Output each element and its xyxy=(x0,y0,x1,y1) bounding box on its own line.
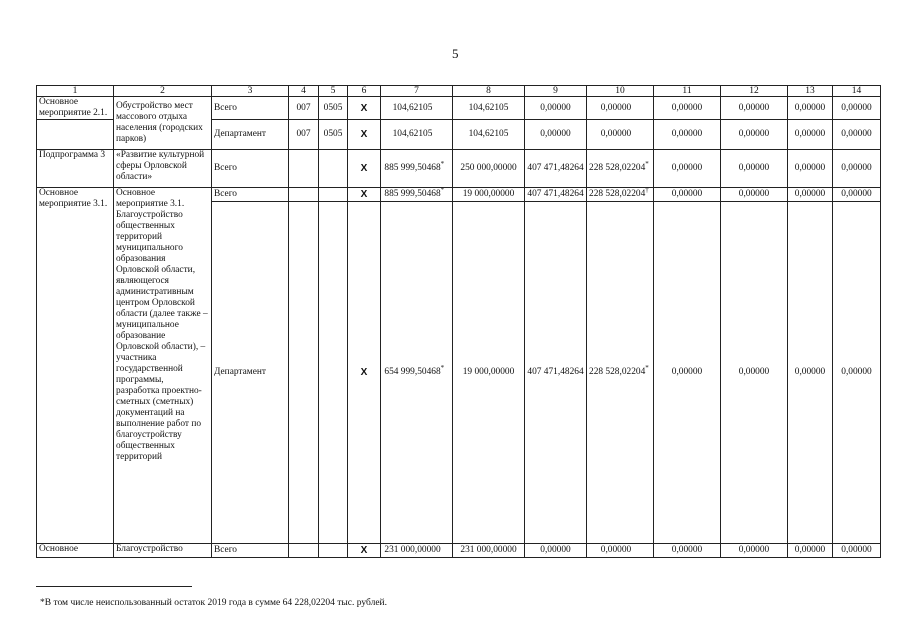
amount-cell xyxy=(587,150,654,188)
grbs-code-cell: 007 xyxy=(289,120,319,150)
description-cell: «Развитие культурной сферы Орловской области» xyxy=(114,150,212,188)
amount-cell: 0,00000 xyxy=(833,202,881,544)
header-cell: 13 xyxy=(788,86,833,97)
amount-cell: 0,00000 xyxy=(721,188,788,202)
header-cell: 14 xyxy=(833,86,881,97)
header-cell: 6 xyxy=(348,86,381,97)
section-code-cell xyxy=(319,188,348,202)
amount-value: 104,62105 xyxy=(392,129,433,139)
description-cell: Благоустройство xyxy=(114,544,212,558)
footnote-marker-symbol: * xyxy=(440,187,445,194)
amount-cell: 19 000,00000 xyxy=(453,188,525,202)
footnote-marker-symbol: † xyxy=(645,187,649,194)
amount-value: 885 999,50468 xyxy=(384,189,441,199)
footnote-marker-symbol: * xyxy=(645,363,649,372)
event-name-cell: Подпрограмма 3 xyxy=(37,150,114,188)
footnote-marker-symbol: * xyxy=(440,363,445,372)
amount-cell: 0,00000 xyxy=(788,120,833,150)
amount-cell xyxy=(587,544,654,558)
amount-cell: 250 000,00000 xyxy=(453,150,525,188)
table-row xyxy=(37,188,881,202)
amount-cell: 104,62105 xyxy=(453,97,525,120)
amount-cell: 0,00000 xyxy=(721,120,788,150)
event-name-cell: Основное мероприятие 2.1. xyxy=(37,97,114,120)
amount-value: 885 999,50468 xyxy=(384,163,441,173)
footnote-marker-symbol: * xyxy=(645,159,649,168)
amount-value: 0,00000 xyxy=(600,102,632,113)
amount-cell: 0,00000 xyxy=(654,544,721,558)
event-name-cell: Основное xyxy=(37,544,114,558)
grbs-code-cell xyxy=(289,150,319,188)
header-row xyxy=(37,86,881,97)
grbs-code-cell: 007 xyxy=(289,97,319,120)
amount-cell: 0,00000 xyxy=(788,544,833,558)
executor-cell: Всего xyxy=(212,544,289,558)
amount-value: 0,00000 xyxy=(600,545,632,555)
event-name-cell: Основное мероприятие 3.1. xyxy=(37,188,114,544)
target-article-cell: X xyxy=(348,202,381,544)
amount-cell: 0,00000 xyxy=(525,97,587,120)
amount-cell: 0,00000 xyxy=(833,150,881,188)
header-cell: 9 xyxy=(525,86,587,97)
amount-value: 228 528,02204 xyxy=(589,163,646,173)
amount-cell: 0,00000 xyxy=(721,97,788,120)
executor-cell: Департамент xyxy=(212,202,289,544)
amount-value: 104,62105 xyxy=(392,102,433,113)
target-article-cell: X xyxy=(348,544,381,558)
amount-value: 228 528,02204 xyxy=(589,189,646,199)
table-row xyxy=(37,97,881,120)
table-row xyxy=(37,150,881,188)
total-amount-cell xyxy=(381,544,453,558)
executor-cell: Всего xyxy=(212,97,289,120)
target-article-cell: X xyxy=(348,188,381,202)
amount-value: 231 000,00000 xyxy=(384,545,441,555)
section-code-cell xyxy=(319,544,348,558)
amount-cell xyxy=(587,202,654,544)
header-cell: 8 xyxy=(453,86,525,97)
budget-table xyxy=(36,85,881,558)
target-article-cell: X xyxy=(348,120,381,150)
footnote-marker xyxy=(645,189,653,200)
footnote-marker xyxy=(645,159,653,174)
amount-cell: 0,00000 xyxy=(654,202,721,544)
total-amount-cell xyxy=(381,150,453,188)
footnote-marker xyxy=(645,363,653,378)
grbs-code-cell xyxy=(289,544,319,558)
total-amount-cell xyxy=(381,120,453,150)
executor-cell: Всего xyxy=(212,188,289,202)
amount-value: 228 528,02204 xyxy=(589,367,646,377)
amount-cell: 0,00000 xyxy=(788,202,833,544)
amount-cell: 407 471,48264 xyxy=(525,188,587,202)
amount-cell xyxy=(587,120,654,150)
header-cell: 11 xyxy=(654,86,721,97)
section-code-cell xyxy=(319,150,348,188)
header-cell: 12 xyxy=(721,86,788,97)
total-amount-cell xyxy=(381,188,453,202)
total-amount-cell xyxy=(381,202,453,544)
footnote-marker xyxy=(440,363,449,378)
header-cell: 10 xyxy=(587,86,654,97)
amount-cell: 0,00000 xyxy=(721,150,788,188)
amount-cell: 0,00000 xyxy=(833,120,881,150)
header-cell: 1 xyxy=(37,86,114,97)
amount-cell: 0,00000 xyxy=(788,188,833,202)
section-code-cell: 0505 xyxy=(319,97,348,120)
amount-cell: 104,62105 xyxy=(453,120,525,150)
target-article-cell: X xyxy=(348,150,381,188)
amount-cell: 0,00000 xyxy=(654,150,721,188)
amount-value: 654 999,50468 xyxy=(384,367,441,377)
event-name-cell xyxy=(37,120,114,150)
section-code-cell: 0505 xyxy=(319,120,348,150)
amount-cell: 0,00000 xyxy=(721,202,788,544)
amount-cell: 0,00000 xyxy=(525,544,587,558)
header-cell: 2 xyxy=(114,86,212,97)
footnote: *В том числе неиспользованный остаток 2019 года в сумме 64 228,02204 тыс. рублей. xyxy=(40,598,387,608)
footnote-marker xyxy=(440,159,449,174)
footnote-marker xyxy=(441,189,449,200)
header-cell: 3 xyxy=(212,86,289,97)
amount-cell: 407 471,48264 xyxy=(525,150,587,188)
amount-cell xyxy=(587,188,654,202)
amount-cell: 0,00000 xyxy=(833,544,881,558)
amount-cell xyxy=(587,97,654,120)
amount-cell: 19 000,00000 xyxy=(453,202,525,544)
executor-cell: Всего xyxy=(212,150,289,188)
section-code-cell xyxy=(319,202,348,544)
description-cell: Основное мероприятие 3.1. Благоустройство общественных территорий муниципального образования Орловской области, являющегося административным центром Орловской области (далее также – муниципальное образование Орловской области), – участника государственной программы, разработка проектно-сметных (сметных) документаций на выполнение работ по благоустройству общественных территорий xyxy=(114,188,212,544)
total-amount-cell xyxy=(381,97,453,120)
amount-cell: 0,00000 xyxy=(721,544,788,558)
table-row xyxy=(37,544,881,558)
amount-cell: 0,00000 xyxy=(788,97,833,120)
footnote-divider xyxy=(36,586,192,587)
header-cell: 4 xyxy=(289,86,319,97)
amount-cell: 0,00000 xyxy=(654,97,721,120)
amount-cell: 231 000,00000 xyxy=(453,544,525,558)
grbs-code-cell xyxy=(289,188,319,202)
amount-value: 0,00000 xyxy=(600,129,632,139)
header-cell: 7 xyxy=(381,86,453,97)
executor-cell: Департамент xyxy=(212,120,289,150)
header-cell: 5 xyxy=(319,86,348,97)
amount-cell: 0,00000 xyxy=(833,188,881,202)
amount-cell: 0,00000 xyxy=(833,97,881,120)
amount-cell: 0,00000 xyxy=(654,188,721,202)
amount-cell: 0,00000 xyxy=(654,120,721,150)
amount-cell: 407 471,48264 xyxy=(525,202,587,544)
grbs-code-cell xyxy=(289,202,319,544)
target-article-cell: X xyxy=(348,97,381,120)
footnote-marker-symbol: * xyxy=(440,159,445,168)
description-cell: Обустройство мест массового отдыха населения (городских парков) xyxy=(114,97,212,150)
amount-cell: 0,00000 xyxy=(788,150,833,188)
amount-cell: 0,00000 xyxy=(525,120,587,150)
page-number: 5 xyxy=(452,46,459,61)
